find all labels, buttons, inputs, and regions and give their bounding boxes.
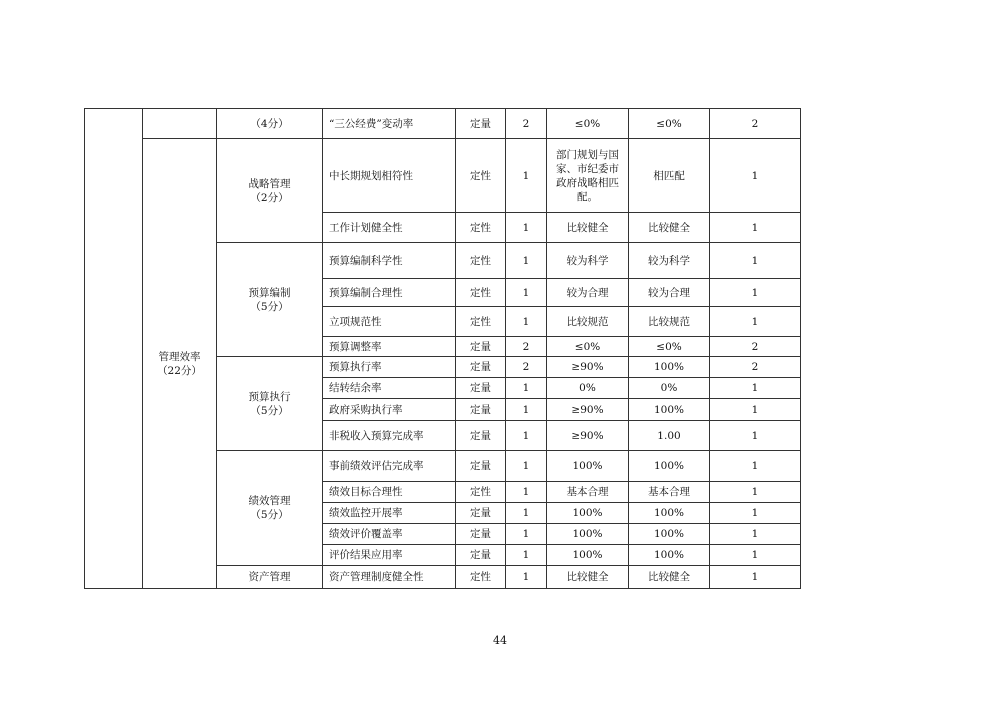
weight-cell: 1 (506, 279, 547, 307)
group-label: 预算执行 (248, 390, 291, 403)
target-cell: 100% (547, 503, 629, 524)
target-cell: 0% (547, 378, 629, 399)
weight-cell: 1 (506, 524, 547, 545)
target-cell: 100% (547, 524, 629, 545)
indicator-cell: 评价结果应用率 (323, 545, 456, 566)
tier1-management-efficiency (143, 139, 217, 589)
indicator-cell: 事前绩效评估完成率 (323, 451, 456, 482)
actual-cell: 0% (629, 378, 710, 399)
actual-cell: 100% (629, 524, 710, 545)
group-label: 预算编制 (248, 286, 291, 299)
target-cell: 比较健全 (547, 213, 629, 243)
group-label: 绩效管理 (248, 495, 291, 507)
actual-cell: 比较健全 (629, 213, 710, 243)
actual-cell: 100% (629, 451, 710, 482)
actual-cell: 比较规范 (629, 307, 710, 337)
target-line: 家、市纪委市 (556, 162, 619, 175)
weight-cell: 1 (506, 451, 547, 482)
indicator-cell: 预算执行率 (323, 357, 456, 378)
indicator-cell: 绩效评价覆盖率 (323, 524, 456, 545)
group-performance-management (217, 451, 323, 566)
target-cell: ≥90% (547, 399, 629, 421)
target-cell: ≥90% (547, 357, 629, 378)
weight-cell: 1 (506, 307, 547, 337)
weight-cell: 1 (506, 421, 547, 451)
indicator-cell: 资产管理制度健全性 (323, 566, 456, 589)
group-strategic-management (217, 139, 323, 243)
score-cell: 1 (710, 566, 801, 589)
nature-cell: 定量 (456, 503, 506, 524)
score-cell: 1 (710, 524, 801, 545)
indicator-cell: 工作计划健全性 (323, 213, 456, 243)
target-cell: ≥90% (547, 421, 629, 451)
score-cell: 1 (710, 399, 801, 421)
actual-cell: 比较健全 (629, 566, 710, 589)
tier1-label: 管理效率 (158, 350, 201, 363)
group-points: （5分） (250, 404, 289, 417)
tier0-cell (85, 109, 143, 589)
actual-cell: 100% (629, 545, 710, 566)
actual-cell: 100% (629, 399, 710, 421)
indicator-cell: “三公经费”变动率 (323, 109, 456, 139)
actual-cell: 相匹配 (629, 139, 710, 213)
indicator-cell: 预算调整率 (323, 337, 456, 357)
group-budget-preparation (217, 243, 323, 357)
indicator-cell: 绩效监控开展率 (323, 503, 456, 524)
indicator-cell: 立项规范性 (323, 307, 456, 337)
weight-cell: 2 (506, 109, 547, 139)
indicator-cell: 结转结余率 (323, 378, 456, 399)
weight-cell: 2 (506, 337, 547, 357)
nature-cell: 定性 (456, 243, 506, 279)
weight-cell: 1 (506, 243, 547, 279)
weight-cell: 1 (506, 503, 547, 524)
nature-cell: 定量 (456, 545, 506, 566)
tier1-points: （22分） (157, 364, 202, 377)
target-cell: 比较规范 (547, 307, 629, 337)
actual-cell: 1.00 (629, 421, 710, 451)
score-cell: 2 (710, 357, 801, 378)
nature-cell: 定性 (456, 482, 506, 503)
target-line: 配。 (577, 190, 598, 203)
tier3-label-prev: （4分） (217, 109, 323, 139)
score-cell: 1 (710, 307, 801, 337)
group-budget-execution (217, 357, 323, 451)
indicator-cell: 中长期规划相符性 (323, 139, 456, 213)
score-cell: 1 (710, 503, 801, 524)
actual-cell: ≤0% (629, 109, 710, 139)
actual-cell: 100% (629, 357, 710, 378)
nature-cell: 定量 (456, 337, 506, 357)
group-label: 战略管理 (248, 177, 291, 190)
weight-cell: 1 (506, 213, 547, 243)
score-cell: 1 (710, 545, 801, 566)
actual-cell: 100% (629, 503, 710, 524)
group-points: （5分） (250, 300, 289, 313)
nature-cell: 定性 (456, 279, 506, 307)
target-cell (547, 139, 629, 213)
score-cell: 1 (710, 421, 801, 451)
weight-cell: 1 (506, 378, 547, 399)
nature-cell: 定性 (456, 566, 506, 589)
nature-cell: 定量 (456, 524, 506, 545)
nature-cell: 定性 (456, 213, 506, 243)
target-cell: 较为科学 (547, 243, 629, 279)
nature-cell: 定量 (456, 421, 506, 451)
weight-cell: 1 (506, 545, 547, 566)
target-cell: 100% (547, 451, 629, 482)
score-cell: 1 (710, 213, 801, 243)
target-cell: 基本合理 (547, 482, 629, 503)
actual-cell: 较为合理 (629, 279, 710, 307)
nature-cell: 定量 (456, 357, 506, 378)
score-cell: 1 (710, 243, 801, 279)
score-cell: 1 (710, 451, 801, 482)
score-cell: 2 (710, 337, 801, 357)
weight-cell: 1 (506, 399, 547, 421)
weight-cell: 1 (506, 482, 547, 503)
target-cell: ≤0% (547, 109, 629, 139)
indicator-cell: 非税收入预算完成率 (323, 421, 456, 451)
page-number: 44 (493, 634, 507, 647)
nature-cell: 定性 (456, 307, 506, 337)
indicator-cell: 绩效目标合理性 (323, 482, 456, 503)
weight-cell: 2 (506, 357, 547, 378)
table-row (85, 109, 801, 139)
score-cell: 1 (710, 139, 801, 213)
nature-cell: 定量 (456, 378, 506, 399)
nature-cell: 定量 (456, 451, 506, 482)
weight-cell: 1 (506, 139, 547, 213)
target-cell: 较为合理 (547, 279, 629, 307)
target-cell: 比较健全 (547, 566, 629, 589)
target-line: 部门规划与国 (556, 148, 619, 161)
group-points: （2分） (250, 191, 289, 204)
score-cell: 2 (710, 109, 801, 139)
evaluation-indicator-table (84, 108, 801, 589)
indicator-cell: 政府采购执行率 (323, 399, 456, 421)
table-row (85, 139, 801, 213)
group-points: （5分） (250, 509, 289, 521)
actual-cell: 基本合理 (629, 482, 710, 503)
nature-cell: 定量 (456, 399, 506, 421)
target-cell: ≤0% (547, 337, 629, 357)
score-cell: 1 (710, 378, 801, 399)
nature-cell: 定性 (456, 139, 506, 213)
actual-cell: 较为科学 (629, 243, 710, 279)
group-asset-management: 资产管理 (217, 566, 323, 589)
nature-cell: 定量 (456, 109, 506, 139)
score-cell: 1 (710, 482, 801, 503)
actual-cell: ≤0% (629, 337, 710, 357)
target-cell: 100% (547, 545, 629, 566)
score-cell: 1 (710, 279, 801, 307)
indicator-cell: 预算编制科学性 (323, 243, 456, 279)
target-line: 政府战略相匹 (556, 176, 619, 189)
tier1-cell-prev (143, 109, 217, 139)
indicator-cell: 预算编制合理性 (323, 279, 456, 307)
weight-cell: 1 (506, 566, 547, 589)
